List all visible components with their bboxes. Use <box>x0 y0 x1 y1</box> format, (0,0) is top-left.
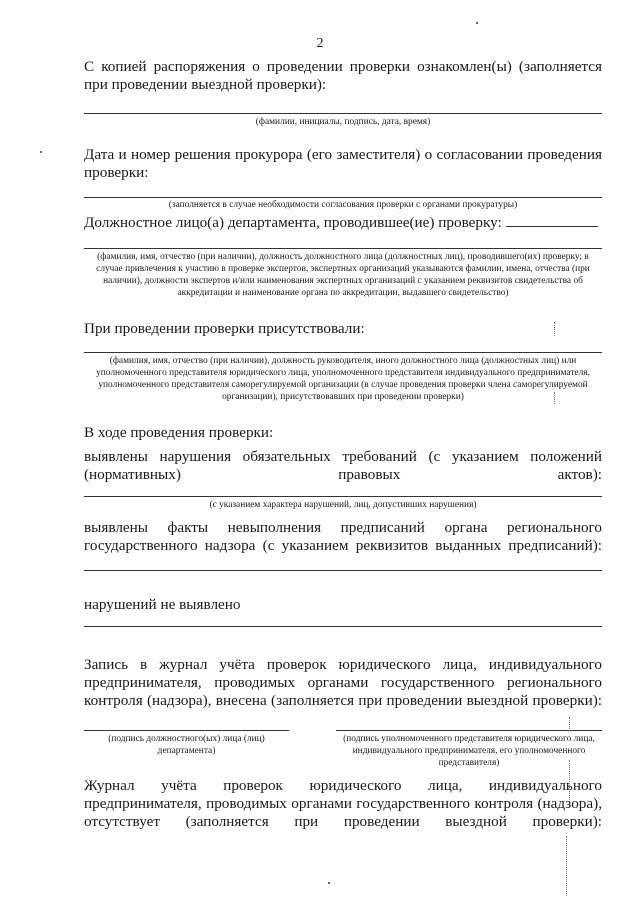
violations-line[interactable] <box>84 496 602 497</box>
non-fulfillment-text: выявлены факты невыполнения предписаний органа регионального государственного надзора (с указанием реквизитов выданных предписаний): <box>84 519 602 554</box>
official-inline-line[interactable] <box>506 214 598 227</box>
official-signature-caption: (подпись должностного(ых) лица (лиц) департамента) <box>108 734 265 756</box>
violations-caption: (с указанием характера нарушений, лиц, допустивших нарушения) <box>209 500 477 510</box>
present-caption: (фамилия, имя, отчество (при наличии), должность руководителя, иного должностного лица (должностных лиц) или уполномоченного представителя юридического лица, уполномоченного представителя индивидуального предпринимателя, уполномоченного представителя саморегулируемой организации (в случае проведения проверки члена саморегулируемой организации), присутствовавших при проведении проверки) <box>96 356 590 402</box>
prosecutor-decision-text: Дата и номер решения прокурора (его заместителя) о согласовании проведения проверки: <box>84 146 602 181</box>
journal-entry-text: Запись в журнал учёта проверок юридического лица, индивидуального предпринимателя, проводимых органами государственного регионального контроля (надзора), внесена (заполняется при проведении выездной проверки): <box>84 656 602 709</box>
copy-acquainted-line[interactable] <box>84 113 602 114</box>
representative-signature-line[interactable] <box>336 730 602 731</box>
scan-artifact-mark <box>569 717 570 731</box>
scan-artifact-dot <box>328 882 330 884</box>
scan-artifact-mark <box>554 392 555 404</box>
official-caption: (фамилия, имя, отчество (при наличии), должность должностного лица (должностных лиц), проводившего(их) проверку; в случае привлечения к участию в проверке экспертов, экспертных организаций указываются фамилии, имена, отчества (при наличии), должности экспертов и/или наименования экспертных организаций с указанием реквизитов свидетельства об аккредитации и наименование органа по аккредитации, выдавшего свидетельство) <box>96 252 590 298</box>
official-row <box>84 214 602 232</box>
during-check-heading: В ходе проведения проверки: <box>84 424 274 441</box>
representative-signature-caption: (подпись уполномоченного представителя юридического лица, индивидуального предпринимателя, его уполномоченного представителя) <box>343 734 595 768</box>
scan-artifact-dot <box>40 151 42 153</box>
official-signature-line[interactable] <box>84 730 289 731</box>
official-text: Должностное лицо(а) департамента, проводившее(ие) проверку: <box>84 214 502 231</box>
present-line[interactable] <box>84 352 602 353</box>
present-text: При проведении проверки присутствовали: <box>84 320 365 337</box>
copy-acquainted-text: С копией распоряжения о проведении проверки ознакомлен(ы) (заполняется при проведении выездной проверки): <box>84 58 602 93</box>
prosecutor-decision-line[interactable] <box>84 197 602 198</box>
violations-text: выявлены нарушения обязательных требований (с указанием положений (нормативных) правовых актов): <box>84 448 602 483</box>
scan-artifact-mark <box>554 322 555 336</box>
scan-artifact-mark <box>566 836 567 896</box>
copy-acquainted-caption: (фамилии, инициалы, подпись, дата, время) <box>255 117 431 127</box>
scan-artifact-dot <box>476 22 478 24</box>
journal-absent-text: Журнал учёта проверок юридического лица, индивидуального предпринимателя, проводимых органами государственного контроля (надзора), отсутствует (заполняется при проведении выездной проверки): <box>84 777 602 830</box>
official-line[interactable] <box>84 248 602 249</box>
page-number: 2 <box>316 36 324 51</box>
scan-artifact-mark <box>569 760 570 800</box>
no-violations-line[interactable] <box>84 626 602 627</box>
no-violations-text: нарушений не выявлено <box>84 596 241 613</box>
prosecutor-decision-caption: (заполняется в случае необходимости согласования проверки с органами прокуратуры) <box>168 200 518 210</box>
non-fulfillment-line[interactable] <box>84 570 602 571</box>
